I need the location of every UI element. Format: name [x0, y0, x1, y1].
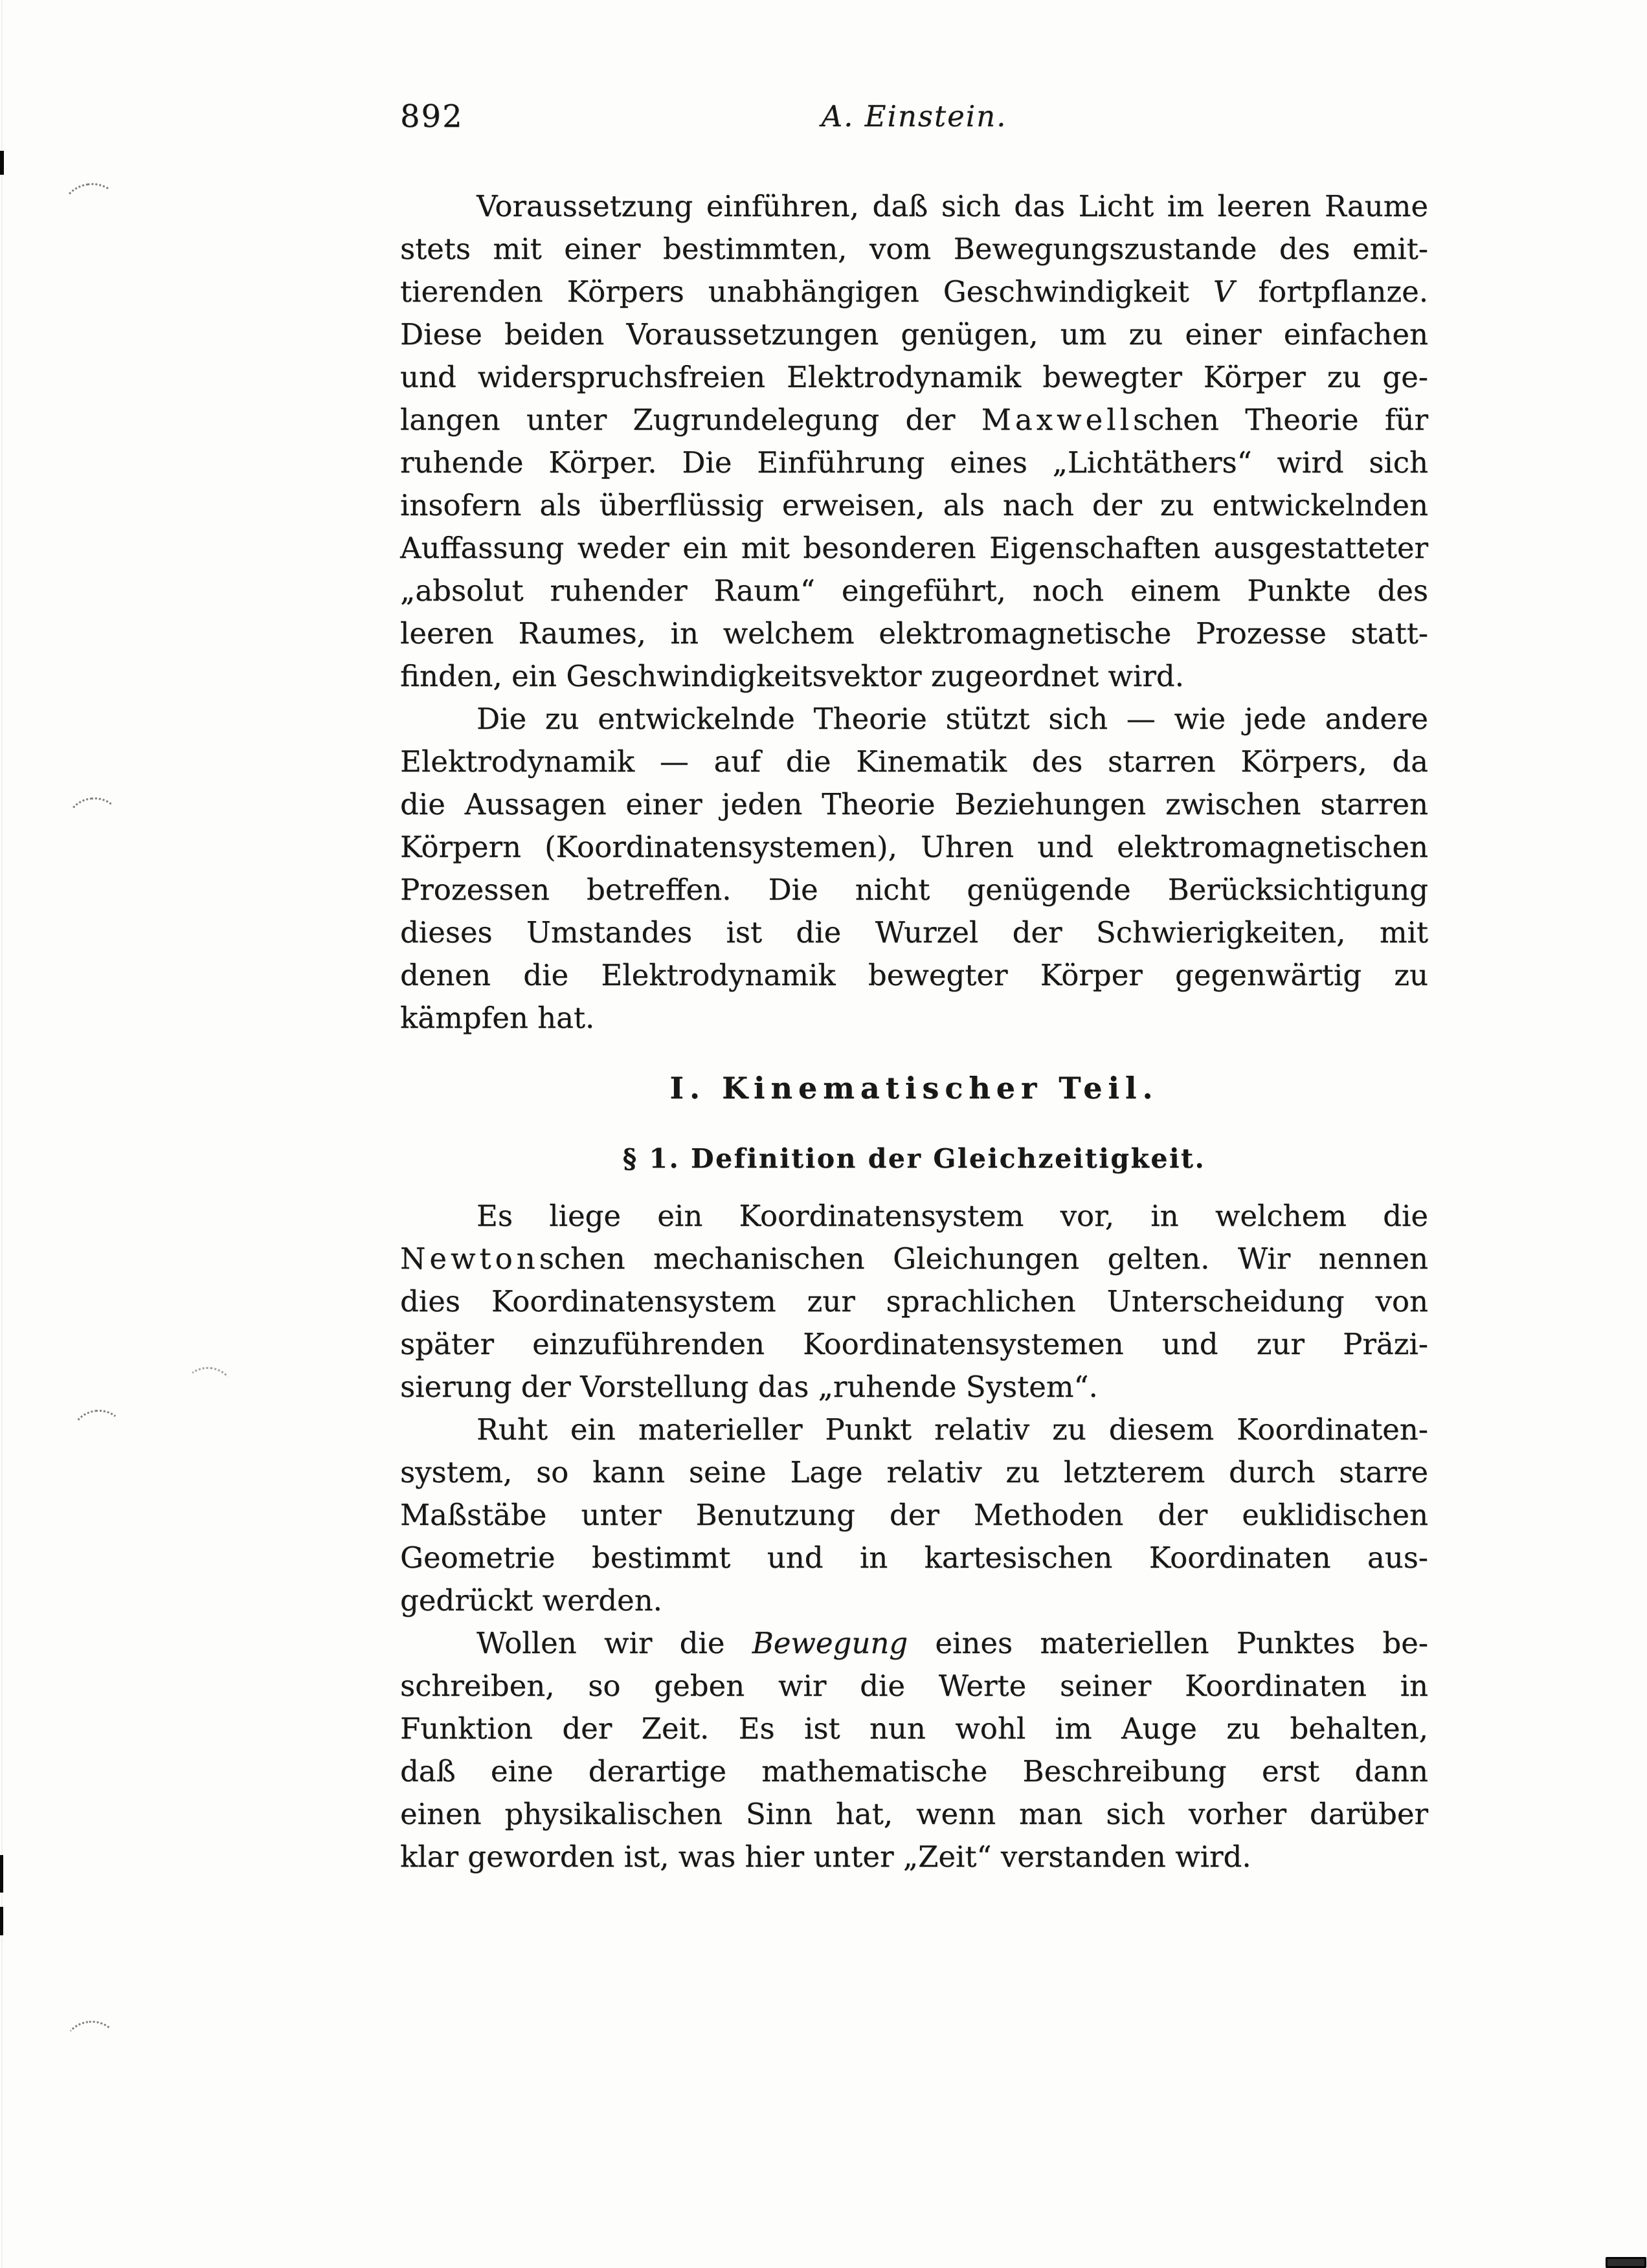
text-line	[400, 1280, 1428, 1323]
scan-artifact-bar	[0, 1855, 3, 1893]
text-line	[400, 612, 1428, 655]
text-segment: daß eine derartige mathematische Beschreibung erst dann	[400, 1754, 1428, 1788]
paragraph	[400, 698, 1428, 1040]
text-line	[400, 399, 1428, 441]
text-segment: Prozessen betreffen. Die nicht genügende Berücksichtigung	[400, 873, 1428, 907]
text-line	[400, 570, 1428, 612]
text-segment: klar geworden ist, was hier unter „Zeit“ verstanden wird.	[400, 1840, 1251, 1874]
text-segment: ruhende Körper. Die Einführung eines „Lichtäthers“ wird sich	[400, 445, 1428, 480]
text-segment: fortpflanze.	[1234, 274, 1428, 309]
text-segment: Die zu entwickelnde Theorie stützt sich — wie jede andere	[476, 702, 1428, 736]
text-segment: später einzuführenden Koordinatensystemen und zur Präzi-	[400, 1327, 1428, 1361]
text-line	[400, 826, 1428, 869]
text-segment: dieses Umstandes ist die Wurzel der Schwierigkeiten, mit	[400, 915, 1428, 950]
text-line	[400, 740, 1428, 783]
scan-artifact-arc	[181, 1364, 236, 1414]
paragraph	[400, 1195, 1428, 1408]
scan-artifact-corner-block	[1606, 2257, 1646, 2268]
paragraph-group-top	[400, 185, 1428, 1040]
page-body	[400, 185, 1428, 1878]
text-line	[400, 997, 1428, 1040]
text-segment: Ruht ein materieller Punkt relativ zu diesem Koordinaten-	[476, 1412, 1428, 1447]
text-segment: Wollen wir die	[476, 1626, 752, 1660]
text-line	[400, 869, 1428, 911]
text-segment: „absolut ruhender Raum“ eingeführt, noch einem Punkte des	[400, 573, 1428, 608]
text-line	[400, 1793, 1428, 1836]
text-line	[400, 1665, 1428, 1707]
text-segment: gedrückt werden.	[400, 1583, 662, 1618]
text-segment: Körpern (Koordinatensystemen), Uhren und elektromagnetischen	[400, 830, 1428, 864]
text-line	[400, 1238, 1428, 1280]
paragraph	[400, 1622, 1428, 1878]
text-line	[400, 1323, 1428, 1366]
text-line	[400, 783, 1428, 826]
running-head: A. Einstein.	[821, 99, 1007, 133]
text-line	[400, 954, 1428, 997]
text-line	[400, 228, 1428, 271]
paragraph-group-bottom	[400, 1195, 1428, 1878]
section-heading: I. Kinematischer Teil.	[669, 1071, 1159, 1106]
page-number: 892	[400, 98, 464, 135]
text-segment: system, so kann seine Lage relativ zu letzterem durch starre	[400, 1455, 1428, 1489]
text-segment: kämpfen hat.	[400, 1001, 595, 1035]
text-segment: Geometrie bestimmt und in kartesischen Koordinaten aus-	[400, 1540, 1428, 1575]
scan-artifact-bar	[0, 1907, 3, 1935]
text-line	[400, 1707, 1428, 1750]
text-line	[400, 356, 1428, 399]
text-line	[400, 484, 1428, 527]
text-segment: langen unter Zugrundelegung der	[400, 403, 981, 437]
text-segment: schreiben, so geben wir die Werte seiner Koordinaten in	[400, 1669, 1428, 1703]
text-segment: Elektrodynamik — auf die Kinematik des starren Körpers, da	[400, 744, 1428, 779]
text-line	[400, 698, 1428, 740]
text-line	[400, 1195, 1428, 1238]
text-line	[400, 1366, 1428, 1408]
text-line	[400, 911, 1428, 954]
text-segment: eines materiellen Punktes be-	[908, 1626, 1428, 1660]
text-segment: Maßstäbe unter Benutzung der Methoden der euklidischen	[400, 1498, 1428, 1532]
text-line	[400, 313, 1428, 356]
scan-artifact-arc	[62, 2018, 121, 2073]
scan-artifact-arc	[63, 795, 124, 852]
paragraph	[400, 1408, 1428, 1622]
text-line	[400, 185, 1428, 228]
text-line	[400, 655, 1428, 698]
scan-edge-line	[1, 0, 3, 2268]
text-line	[400, 1836, 1428, 1878]
text-segment: Newton	[400, 1241, 539, 1276]
text-segment: Auffassung weder ein mit besonderen Eigenschaften ausgestatteter	[400, 531, 1428, 565]
text-line	[400, 441, 1428, 484]
text-line	[400, 1579, 1428, 1622]
text-segment: schen Theorie für	[1132, 403, 1428, 437]
text-segment: stets mit einer bestimmten, vom Bewegungszustande des emit-	[400, 232, 1428, 266]
text-segment: Bewegung	[752, 1626, 908, 1660]
text-segment: leeren Raumes, in welchem elektromagnetische Prozesse statt-	[400, 616, 1428, 650]
scan-artifact-arc	[69, 1407, 128, 1463]
text-segment: Funktion der Zeit. Es ist nun wohl im Auge zu behalten,	[400, 1711, 1428, 1746]
text-segment: tierenden Körpers unabhängigen Geschwindigkeit	[400, 274, 1213, 309]
scan-artifact-bar	[0, 151, 4, 175]
text-segment: Maxwell	[981, 403, 1133, 437]
text-line	[400, 271, 1428, 313]
text-segment: schen mechanischen Gleichungen gelten. Wir nennen	[539, 1241, 1428, 1276]
text-segment: die Aussagen einer jeden Theorie Beziehungen zwischen starren	[400, 787, 1428, 821]
text-line	[400, 1750, 1428, 1793]
page-header	[400, 97, 1428, 140]
text-segment: finden, ein Geschwindigkeitsvektor zugeordnet wird.	[400, 659, 1184, 693]
text-line	[400, 1408, 1428, 1451]
text-line	[400, 1622, 1428, 1665]
text-segment: Voraussetzung einführen, daß sich das Licht im leeren Raume	[476, 189, 1428, 223]
text-segment: sierung der Vorstellung das „ruhende System“.	[400, 1370, 1098, 1404]
text-line	[400, 527, 1428, 570]
text-segment: dies Koordinatensystem zur sprachlichen Unterscheidung von	[400, 1284, 1428, 1318]
text-segment: Es liege ein Koordinatensystem vor, in welchem die	[476, 1199, 1428, 1233]
text-segment: und widerspruchsfreien Elektrodynamik bewegter Körper zu ge-	[400, 360, 1428, 394]
text-segment: einen physikalischen Sinn hat, wenn man sich vorher darüber	[400, 1797, 1428, 1831]
text-line	[400, 1451, 1428, 1494]
scan-artifact-arc	[58, 179, 125, 240]
text-line	[400, 1537, 1428, 1579]
subsection-heading: § 1. Definition der Gleichzeitigkeit.	[622, 1143, 1206, 1174]
text-segment: insofern als überflüssig erweisen, als nach der zu entwickelnden	[400, 488, 1428, 522]
text-line	[400, 1494, 1428, 1537]
text-segment: denen die Elektrodynamik bewegter Körper gegenwärtig zu	[400, 958, 1428, 992]
paragraph	[400, 185, 1428, 698]
text-segment: Diese beiden Voraussetzungen genügen, um zu einer einfachen	[400, 317, 1428, 351]
text-segment: V	[1213, 274, 1235, 309]
